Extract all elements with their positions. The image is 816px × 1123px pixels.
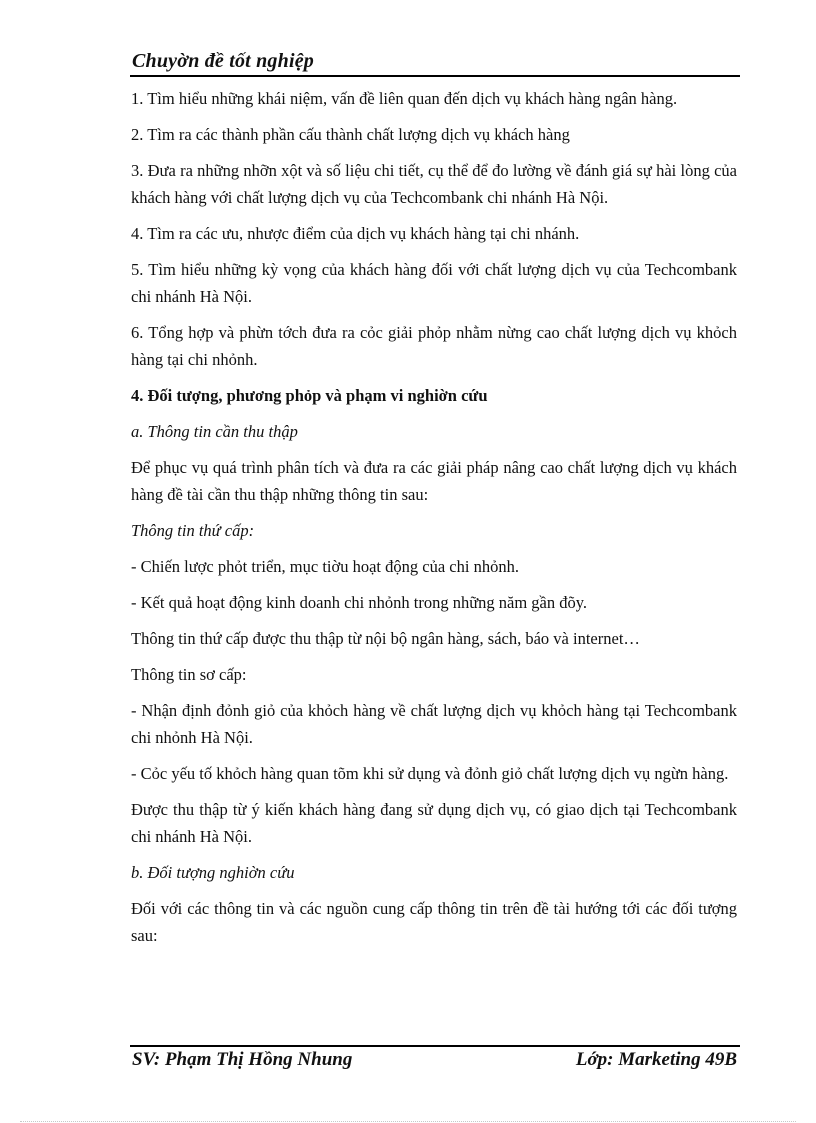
list-item-6: 6. Tổng hợp và phừn tớch đưa ra cỏc giải phỏp nhằm nừng cao chất lượng dịch vụ khỏch hàng tại chi nhỏnh. [131, 323, 737, 369]
header-title: Chuyờn đề tốt nghiệp [132, 50, 314, 72]
footer-student-name: SV: Phạm Thị Hồng Nhung [132, 1049, 353, 1070]
list-item-4: 4. Tìm ra các ưu, nhược điểm của dịch vụ khách hàng tại chi nhánh. [131, 224, 580, 243]
subheading-information: a. Thông tin cần thu thập [131, 422, 298, 441]
list-item-5: 5. Tìm hiểu những kỳ vọng của khách hàng đối với chất lượng dịch vụ của Techcombank chi nhánh Hà Nội. [131, 260, 737, 306]
paragraph: Để phục vụ quá trình phân tích và đưa ra các giải pháp nâng cao chất lượng dịch vụ khách hàng đề tài cần thu thập những thông tin sau: [131, 458, 737, 504]
footer-divider [130, 1045, 740, 1047]
bullet-item: - Nhận định đỏnh giỏ của khỏch hàng về chất lượng dịch vụ khỏch hàng tại Techcombank chi nhỏnh Hà Nội. [131, 701, 737, 747]
bullet-item: - Cỏc yếu tố khỏch hàng quan tõm khi sử dụng và đỏnh giỏ chất lượng dịch vụ ngừn hàng. [131, 764, 729, 783]
page-boundary [20, 1121, 796, 1122]
bullet-item: - Kết quả hoạt động kinh doanh chi nhỏnh trong những năm gần đõy. [131, 593, 588, 612]
paragraph: Thông tin thứ cấp được thu thập từ nội bộ ngân hàng, sách, báo và internet… [131, 629, 640, 648]
bullet-item: - Chiến lược phỏt triển, mục tiờu hoạt động của chi nhỏnh. [131, 557, 519, 576]
document-body [131, 85, 737, 958]
section-heading: 4. Đối tượng, phương phỏp và phạm vi nghiờn cứu [131, 386, 488, 405]
list-item-3: 3. Đưa ra những nhỡn xột và số liệu chi tiết, cụ thể để đo lường về đánh giá sự hài lòng của khách hàng với chất lượng dịch vụ của Techcombank chi nhánh Hà Nội. [131, 161, 737, 207]
list-item-1: 1. Tìm hiểu những khái niệm, vấn đề liên quan đến dịch vụ khách hàng ngân hàng. [131, 89, 678, 108]
subheading-research-object: b. Đối tượng nghiờn cứu [131, 863, 295, 882]
footer-class-name: Lớp: Marketing 49B [575, 1049, 737, 1070]
subheading-secondary-info: Thông tin thứ cấp: [131, 521, 255, 540]
subheading-primary-info: Thông tin sơ cấp: [131, 665, 247, 684]
paragraph: Được thu thập từ ý kiến khách hàng đang sử dụng dịch vụ, có giao dịch tại Techcombank chi nhánh Hà Nội. [131, 800, 737, 846]
list-item-2: 2. Tìm ra các thành phần cấu thành chất lượng dịch vụ khách hàng [131, 125, 570, 144]
header-divider [130, 75, 740, 77]
paragraph: Đối với các thông tin và các nguồn cung cấp thông tin trên đề tài hướng tới các đối tượng sau: [131, 899, 737, 945]
